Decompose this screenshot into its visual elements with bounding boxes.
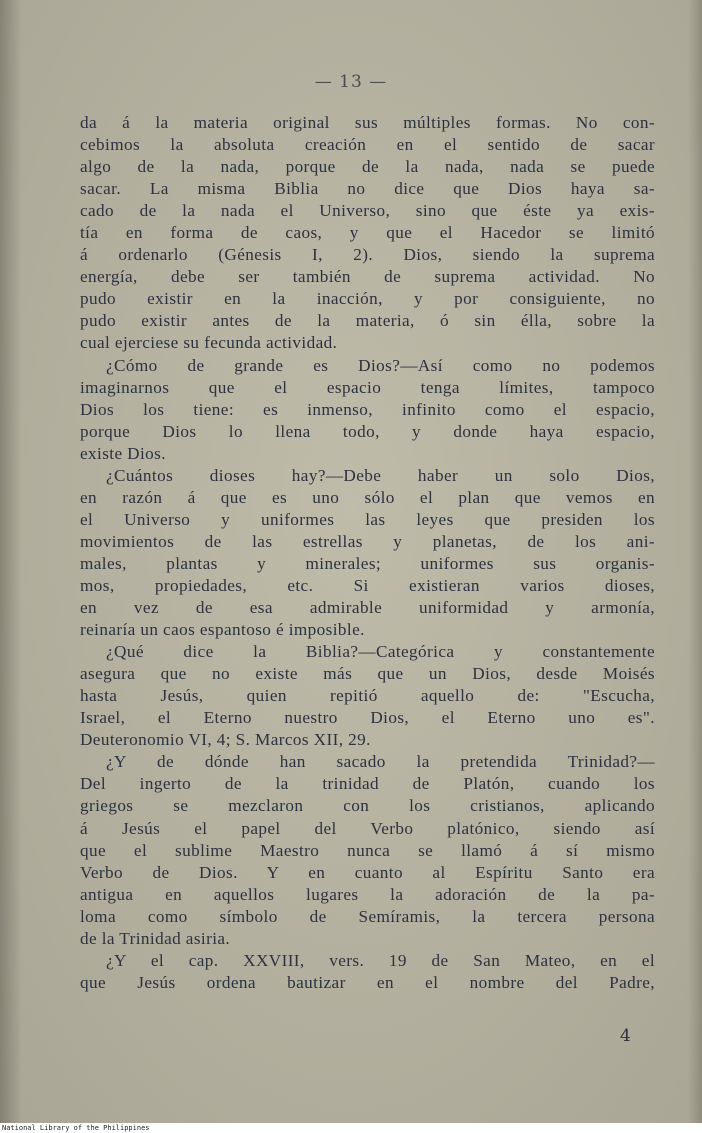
text-line: existe Dios. (80, 443, 166, 463)
text-line: movimientos de las estrellas y planetas, de los ani- (80, 531, 655, 551)
text-line: griegos se mezclaron con los cristianos, aplicando (80, 796, 655, 816)
text-line: ¿Cómo de grande es Dios?—Así como no podemos (106, 355, 655, 375)
text-line: ¿Cuántos dioses hay?—Debe haber un solo Dios, (106, 465, 655, 485)
text-line: asegura que no existe más que un Dios, desde Moisés (80, 664, 655, 684)
text-line: ¿Y el cap. XXVIII, vers. 19 de San Mateo, en el (106, 950, 655, 970)
text-line: hasta Jesús, quien repitió aquello de: "Escucha, (80, 686, 655, 706)
text-line: en razón á que es uno sólo el plan que vemos en (80, 487, 655, 507)
text-line: en vez de esa admirable uniformidad y armonía, (80, 598, 655, 618)
page-edge-shadow-left (0, 0, 22, 1123)
text-line: que Jesús ordena bautizar en el nombre del Padre, (80, 972, 655, 992)
text-line: ¿Qué dice la Biblia?—Categórica y constantemente (106, 642, 655, 662)
text-line: algo de la nada, porque de la nada, nada se puede (80, 157, 655, 177)
text-line: ¿Y de dónde han sacado la pretendida Trinidad?— (106, 752, 655, 772)
page-edge-shadow-right (688, 0, 702, 1123)
text-line: antigua en aquellos lugares la adoración de la pa- (80, 884, 655, 904)
text-line: Israel, el Eterno nuestro Dios, el Eterno uno es". (80, 708, 655, 728)
text-line: pudo existir antes de la materia, ó sin élla, sobre la (80, 311, 655, 331)
text-line: mos, propiedades, etc. Si existieran varios dioses, (80, 575, 655, 595)
text-line: sacar. La misma Biblia no dice que Dios haya sa- (80, 179, 655, 199)
text-line: á ordenarlo (Génesis I, 2). Dios, siendo la suprema (80, 245, 655, 265)
page-number: — 13 — (314, 72, 388, 92)
text-line: de la Trinidad asiria. (80, 928, 231, 948)
text-line: cebimos la absoluta creación en el sentido de sacar (80, 135, 655, 155)
text-line: Dios los tiene: es inmenso, infinito como el espacio, (80, 399, 655, 419)
body-text (80, 112, 655, 994)
text-line: que el sublime Maestro nunca se llamó á sí mismo (80, 840, 655, 860)
text-line: cado de la nada el Universo, sino que éste ya exis- (80, 201, 655, 221)
text-line: da á la materia original sus múltiples formas. No con- (80, 113, 655, 132)
printer-signature-mark: 4 (620, 1026, 631, 1046)
text-line: porque Dios lo llena todo, y donde haya espacio, (80, 421, 655, 441)
text-line: pudo existir en la inacción, y por consiguiente, no (80, 289, 655, 309)
text-line: imaginarnos que el espacio tenga límites, tampoco (80, 377, 655, 397)
text-line: á Jesús el papel del Verbo platónico, siendo así (80, 818, 655, 838)
text-line: Del ingerto de la trinidad de Platón, cuando los (80, 774, 655, 794)
text-line: tía en forma de caos, y que el Hacedor se limitó (80, 223, 655, 243)
text-line: loma como símbolo de Semíramis, la tercera persona (80, 906, 655, 926)
library-credit: National Library of the Philippines (2, 1124, 150, 1132)
footer-bar (0, 1123, 702, 1133)
text-line: reinaría un caos espantoso é imposible. (80, 620, 365, 640)
text-line: energía, debe ser también de suprema actividad. No (80, 267, 655, 287)
text-line: males, plantas y minerales; uniformes sus organis- (80, 553, 655, 573)
text-line: cual ejerciese su fecunda actividad. (80, 333, 338, 353)
text-line: el Universo y uniformes las leyes que presiden los (80, 509, 655, 529)
text-line: Deuteronomio VI, 4; S. Marcos XII, 29. (80, 730, 371, 750)
text-line: Verbo de Dios. Y en cuanto al Espíritu Santo era (80, 862, 655, 882)
